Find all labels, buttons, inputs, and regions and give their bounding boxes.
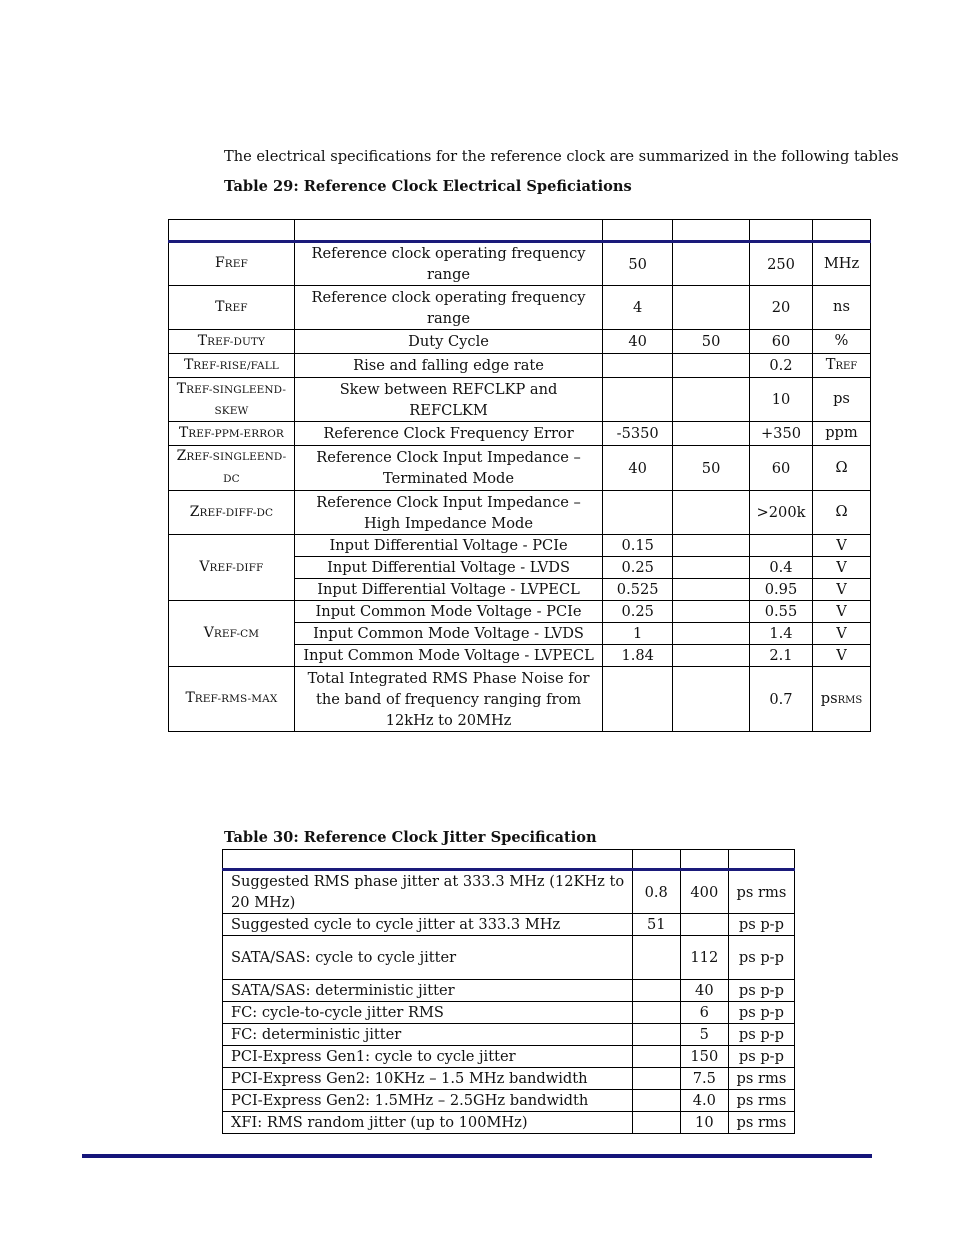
unit-subscript: RMS	[837, 694, 863, 706]
description-cell: Suggested RMS phase jitter at 333.3 MHz (12KHz to 20 MHz)	[223, 870, 633, 914]
table-row	[169, 667, 871, 732]
parameter-symbol: T	[178, 424, 189, 441]
parameter-symbol: F	[214, 255, 225, 271]
description-cell: Input Differential Voltage - LVDS	[294, 557, 602, 579]
parameter-symbol: Z	[189, 503, 200, 520]
parameter-subscript: REF-SINGLEEND-DC	[186, 451, 287, 485]
parameter-symbol: T	[183, 356, 194, 373]
unit-cell	[812, 330, 870, 354]
parameter-symbol: T	[185, 690, 195, 706]
value-cell	[632, 1068, 680, 1090]
typ-cell	[673, 645, 750, 667]
unit-text: ppm	[825, 424, 858, 441]
unit-cell	[812, 378, 870, 422]
typ-cell	[673, 286, 750, 330]
parameter-cell	[169, 491, 295, 535]
table-29-caption: Table 29: Reference Clock Electrical Speficiations	[224, 178, 632, 195]
value-cell: 112	[680, 936, 728, 980]
unit-cell	[812, 491, 870, 535]
min-cell: 1	[603, 623, 673, 645]
value-cell	[632, 1112, 680, 1134]
unit-text: Ω	[835, 503, 848, 520]
reference-clock-electrical-table	[168, 219, 871, 732]
value-cell	[632, 980, 680, 1002]
unit-cell: V	[812, 535, 870, 557]
header-cell	[632, 850, 680, 870]
unit-cell	[812, 446, 870, 491]
max-cell: 0.4	[750, 557, 813, 579]
parameter-symbol: V	[203, 624, 214, 641]
table-row	[223, 1046, 795, 1068]
description-cell: Input Common Mode Voltage - LVPECL	[294, 645, 602, 667]
parameter-symbol: T	[176, 380, 187, 397]
parameter-subscript: REF-PPM-ERROR	[188, 427, 284, 440]
description-cell: FC: cycle-to-cycle jitter RMS	[223, 1002, 633, 1024]
value-cell: 4.0	[680, 1090, 728, 1112]
parameter-subscript: REF-RMS-MAX	[194, 693, 278, 705]
min-cell	[603, 378, 673, 422]
description-cell: Input Common Mode Voltage - LVDS	[294, 623, 602, 645]
min-cell	[603, 667, 673, 732]
unit-text: Ω	[835, 458, 848, 476]
value-cell	[632, 1090, 680, 1112]
unit-cell: ps p-p	[728, 1046, 794, 1068]
typ-cell: 50	[673, 446, 750, 491]
parameter-subscript: REF-DUTY	[207, 335, 266, 348]
value-cell: 7.5	[680, 1068, 728, 1090]
description-cell: SATA/SAS: cycle to cycle jitter	[223, 936, 633, 980]
value-cell: 6	[680, 1002, 728, 1024]
typ-cell	[673, 422, 750, 446]
unit-cell: ps rms	[728, 1068, 794, 1090]
parameter-subscript: REF-RISE/FALL	[193, 359, 279, 372]
typ-cell	[673, 667, 750, 732]
parameter-cell	[169, 667, 295, 732]
unit-cell: ps p-p	[728, 914, 794, 936]
value-cell: 400	[680, 870, 728, 914]
max-cell: 0.95	[750, 579, 813, 601]
value-cell	[632, 1046, 680, 1068]
table-row	[223, 1090, 795, 1112]
value-cell: 150	[680, 1046, 728, 1068]
description-cell: Reference Clock Input Impedance – Terminated Mode	[294, 446, 602, 491]
max-cell: 0.7	[750, 667, 813, 732]
unit-cell	[812, 286, 870, 330]
reference-clock-jitter-table	[222, 849, 795, 1134]
parameter-cell	[169, 354, 295, 378]
unit-cell: ps p-p	[728, 936, 794, 980]
value-cell	[632, 1024, 680, 1046]
typ-cell	[673, 242, 750, 286]
typ-cell	[673, 491, 750, 535]
description-cell: Input Differential Voltage - PCIe	[294, 535, 602, 557]
description-cell: Input Common Mode Voltage - PCIe	[294, 601, 602, 623]
parameter-subscript: REF	[224, 258, 248, 270]
header-cell	[812, 220, 870, 242]
unit-subscript: REF	[835, 361, 858, 372]
description-cell: Input Differential Voltage - LVPECL	[294, 579, 602, 601]
parameter-subscript: REF-DIFF-DC	[199, 506, 274, 519]
parameter-symbol: T	[215, 298, 225, 315]
table-row	[223, 1068, 795, 1090]
value-cell: 10	[680, 1112, 728, 1134]
header-cell	[294, 220, 602, 242]
description-cell: Total Integrated RMS Phase Noise for the band of frequency ranging from 12kHz to 20MHz	[294, 667, 602, 732]
unit-cell: ps p-p	[728, 1024, 794, 1046]
table-row	[223, 936, 795, 980]
parameter-cell	[169, 286, 295, 330]
min-cell	[603, 354, 673, 378]
unit-text: ps	[833, 390, 850, 407]
unit-cell: ps rms	[728, 1090, 794, 1112]
header-cell	[603, 220, 673, 242]
unit-cell: V	[812, 579, 870, 601]
description-cell: SATA/SAS: deterministic jitter	[223, 980, 633, 1002]
parameter-cell	[169, 330, 295, 354]
unit-text: %	[834, 332, 849, 349]
parameter-subscript: REF	[224, 301, 248, 314]
table-row	[223, 1112, 795, 1134]
max-cell: 10	[750, 378, 813, 422]
intro-paragraph: The electrical specifications for the reference clock are summarized in the following tables	[224, 148, 899, 165]
footer-rule	[82, 1154, 872, 1158]
parameter-symbol: T	[197, 332, 208, 349]
max-cell: 0.55	[750, 601, 813, 623]
table-row	[223, 1024, 795, 1046]
description-cell: XFI: RMS random jitter (up to 100MHz)	[223, 1112, 633, 1134]
unit-cell: ps p-p	[728, 980, 794, 1002]
description-cell: Reference clock operating frequency range	[294, 286, 602, 330]
parameter-cell	[169, 601, 295, 667]
min-cell	[603, 491, 673, 535]
description-cell: PCI-Express Gen1: cycle to cycle jitter	[223, 1046, 633, 1068]
parameter-subscript: REF-SINGLEEND-SKEW	[186, 383, 287, 417]
parameter-cell	[169, 378, 295, 422]
unit-cell	[812, 354, 870, 378]
table-row	[169, 330, 871, 354]
max-cell: 60	[750, 446, 813, 491]
table-row	[223, 870, 795, 914]
description-cell: PCI-Express Gen2: 1.5MHz – 2.5GHz bandwidth	[223, 1090, 633, 1112]
min-cell: 40	[603, 446, 673, 491]
table-30-caption: Table 30: Reference Clock Jitter Specification	[224, 829, 597, 846]
value-cell: 0.8	[632, 870, 680, 914]
description-cell: Reference Clock Frequency Error	[294, 422, 602, 446]
parameter-cell	[169, 535, 295, 601]
unit-cell: V	[812, 601, 870, 623]
typ-cell	[673, 601, 750, 623]
min-cell: 50	[603, 242, 673, 286]
unit-cell: V	[812, 623, 870, 645]
unit-cell: ps rms	[728, 870, 794, 914]
min-cell: 0.525	[603, 579, 673, 601]
table-row	[223, 914, 795, 936]
max-cell: 1.4	[750, 623, 813, 645]
table-header-row	[223, 850, 795, 870]
unit-cell	[812, 667, 870, 732]
parameter-cell	[169, 242, 295, 286]
max-cell: 60	[750, 330, 813, 354]
value-cell: 5	[680, 1024, 728, 1046]
table-row	[169, 242, 871, 286]
max-cell: >200k	[750, 491, 813, 535]
table-header-row	[169, 220, 871, 242]
typ-cell	[673, 557, 750, 579]
max-cell: +350	[750, 422, 813, 446]
description-cell: FC: deterministic jitter	[223, 1024, 633, 1046]
header-cell	[728, 850, 794, 870]
table-row	[169, 378, 871, 422]
typ-cell	[673, 623, 750, 645]
typ-cell	[673, 354, 750, 378]
min-cell: 4	[603, 286, 673, 330]
min-cell: 0.25	[603, 557, 673, 579]
table-row	[223, 1002, 795, 1024]
table-row	[169, 601, 871, 623]
table-row	[169, 286, 871, 330]
description-cell: Skew between REFCLKP and REFCLKM	[294, 378, 602, 422]
min-cell: -5350	[603, 422, 673, 446]
max-cell: 20	[750, 286, 813, 330]
table-row	[169, 491, 871, 535]
typ-cell	[673, 535, 750, 557]
min-cell: 1.84	[603, 645, 673, 667]
description-cell: Rise and falling edge rate	[294, 354, 602, 378]
value-cell	[680, 914, 728, 936]
parameter-symbol: Z	[176, 448, 187, 464]
table-row	[223, 980, 795, 1002]
header-cell	[750, 220, 813, 242]
table-row	[169, 446, 871, 491]
header-cell	[673, 220, 750, 242]
unit-cell	[812, 422, 870, 446]
header-cell	[169, 220, 295, 242]
table-row	[169, 535, 871, 557]
description-cell: Reference clock operating frequency range	[294, 242, 602, 286]
parameter-subscript: REF-DIFF	[209, 561, 264, 574]
max-cell: 250	[750, 242, 813, 286]
min-cell: 0.25	[603, 601, 673, 623]
typ-cell	[673, 579, 750, 601]
unit-cell: V	[812, 645, 870, 667]
table-row	[169, 354, 871, 378]
description-cell: Suggested cycle to cycle jitter at 333.3 MHz	[223, 914, 633, 936]
value-cell	[632, 936, 680, 980]
header-cell	[223, 850, 633, 870]
max-cell: 0.2	[750, 354, 813, 378]
max-cell	[750, 535, 813, 557]
unit-cell: ps p-p	[728, 1002, 794, 1024]
header-cell	[680, 850, 728, 870]
unit-text: MHz	[823, 254, 860, 272]
max-cell: 2.1	[750, 645, 813, 667]
unit-text: ns	[833, 298, 850, 315]
unit-cell: V	[812, 557, 870, 579]
parameter-subscript: REF-CM	[213, 627, 260, 640]
value-cell: 51	[632, 914, 680, 936]
value-cell: 40	[680, 980, 728, 1002]
description-cell: Duty Cycle	[294, 330, 602, 354]
min-cell: 40	[603, 330, 673, 354]
typ-cell	[673, 378, 750, 422]
unit-cell	[812, 242, 870, 286]
description-cell: PCI-Express Gen2: 10KHz – 1.5 MHz bandwidth	[223, 1068, 633, 1090]
parameter-cell	[169, 446, 295, 491]
description-cell: Reference Clock Input Impedance – High Impedance Mode	[294, 491, 602, 535]
typ-cell: 50	[673, 330, 750, 354]
table-row	[169, 422, 871, 446]
value-cell	[632, 1002, 680, 1024]
unit-text: T	[825, 356, 836, 373]
parameter-cell	[169, 422, 295, 446]
min-cell: 0.15	[603, 535, 673, 557]
parameter-symbol: V	[199, 558, 210, 575]
unit-cell: ps rms	[728, 1112, 794, 1134]
unit-text: ps	[820, 689, 838, 707]
